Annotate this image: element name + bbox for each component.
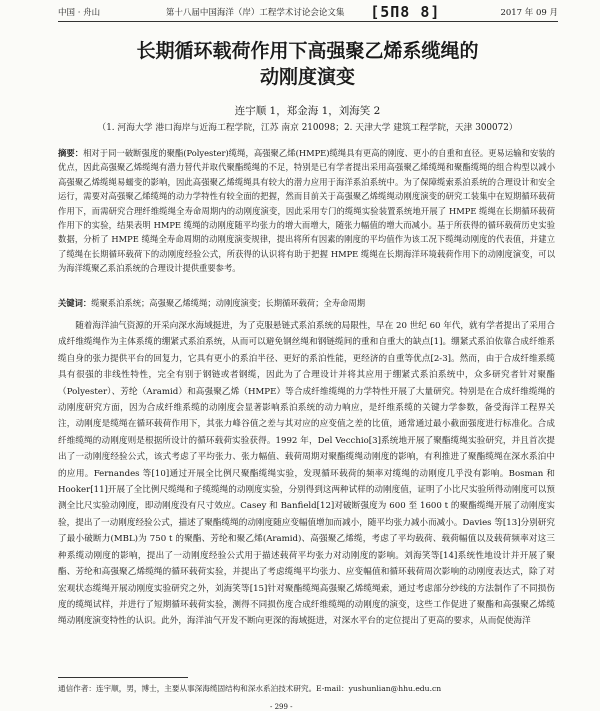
affiliations: （1. 河海大学 港口海岸与近海工程学院，江苏 南京 210098；2. 天津大学 建筑工程学院，天津 300072）: [97, 123, 518, 133]
running-header: [58, 3, 558, 21]
keywords-label: 关键词：: [58, 298, 92, 308]
footnote-rule: [58, 677, 188, 678]
paper-title: [60, 38, 555, 90]
title-line-2: 动刚度演变: [259, 66, 355, 88]
header-location: 中国 · 舟山: [58, 8, 101, 18]
title-line-1: 长期循环载荷作用下高强聚乙烯系缆绳的: [136, 40, 479, 62]
abstract-label: 摘要：: [58, 148, 84, 158]
keywords-text: 缆聚系泊系统；高强聚乙烯缆绳；动刚度演变；长期循环载荷；全寿命周期: [91, 298, 366, 308]
header-date: 2017 年 09 月: [500, 8, 558, 18]
keywords: [58, 297, 555, 309]
abstract-text: 相对于同一破断强度的聚酯(Polyester)缆绳，高强聚乙烯(HMPE)缆绳具有更高的刚度、更小的自重和直径。更易运输和安装的优点，因此高强聚乙烯缆绳有潜力替代并取代聚酯缆绳的不足，特别是已有学者提出采用高强聚乙烯缆绳和聚酯缆绳的组合构型以减小高强聚乙烯缆绳易蠕变的影响，因此高强聚乙烯缆绳具有较大的潜力应用于海洋系泊系统中。为了保障缆索系泊系统的合理设计和安全运行，需要对高强聚乙烯缆绳的动力学特性有较全面的把握，然而目前关于高强聚乙烯缆绳动刚度演变的研究工装集中在短期循环载荷作用下，而需研究合理纤维缆绳全寿命周期内的动刚度演变，因此采用专门的缆绳实验装置系统地开展了 HMPE 缆绳在长期循环载荷作用下的实验，结果表明 HMPE 缆绳的动刚度随平均张力的增大而增大，随张力幅值的增大而减小。基于所获得的循环载荷历史实验数据，分析了 HMPE 缆绳全寿命周期的动刚度演变规律，提出将所有因素的刚度的平均值作为该工况下缆绳动刚度的代表值，并建立了缆绳在长期循环载荷下的动刚度经验公式，所获得的认识将有助于把握 HMPE 缆绳在长期海洋环境载荷作用下的动刚度演变，可以为海洋缆聚乙系泊系统的合理设计提供重要参考。: [58, 148, 555, 274]
body-text: 随着海洋油气资源的开采向深水海域挺进，为了克服悬链式系泊系统的局限性，早在 20 世纪 60 年代，就有学者提出了采用合成纤维缆绳作为主体系缆的绷紧式系泊系统，从而可以避免钢丝绳和钢链缆间的重和自重大的缺点[1]。绷紧式系泊依靠合成纤维系缆自身的张力提供平台的回复力，它具有更小的系泊半径、更好的系泊性能，更经济的自重等优点[2-3]。然而，由于合成纤维系缆具有很强的非线性特性，完全有别于钢链或者钢缆，因此为了合理设计并将其应用于绷紧式系泊系统中，众多研究者针对聚酯（Polyester）、芳纶（Aramid）和高强聚乙烯（HMPE）等合成纤维缆绳的力学特性开展了大量研究。特别是在合成纤维缆绳的动刚度研究方面，因为合成纤维系缆的动刚度会显著影响系泊系统的动力响应，是纤维系缆的关键力学参数，备受海洋工程界关注，动刚度是缆绳在循环载荷作用下，其张力峰谷值之差与其对应的应变值之差的比值，通常通过最小截面强度进行标准化。合成纤维缆绳的动刚度则是根据所设计的循环载荷实验获得。1992 年，Del Vecchio[3]系统地开展了聚酯缆绳实验研究，并且首次提出了一动刚度经验公式，该式考虑了平均张力、张力幅值、载荷周期对聚酯缆绳动刚度的影响，有利推进了聚酯缆绳在深水系泊中的应用。Fernandes 等[10]通过开展全比例尺聚酯缆绳实验，发现循环载荷的频率对缆绳的动刚度几乎没有影响。Bosman 和 Hooker[11]开展了全比例尺缆绳和子缆缆绳的动刚度实验，分别得到这两种试样的动刚度值，证明了小比尺实验所得动刚度可以预测全比尺实验动刚度，即动刚度没有尺寸效应。Casey 和 Banfield[12]对破断强度为 600 至 1600 t 的聚酯缆绳开展了动刚度实验，提出了一动刚度经验公式，描述了聚酯缆绳的动刚度随应变幅值增加而减小，随平均张力减小而减小。Davies 等[13]分别研究了最小破断力(MBL)为 750 t 的聚酯、芳纶和聚乙烯(Aramid)、高强聚乙烯缆，考虑了平均载荷、载荷幅值以及载荷频率对这三种系缆动刚度的影响，提出了一动刚度经验公式用于描述载荷平均张力对动刚度的影响。刘海笑等[14]系统性地设计并开展了聚酯、芳纶和高强聚乙烯缆绳的循环载荷实验，并提出了考虑缆绳平均张力、应变幅值和循环载荷周次影响的动刚度表达式，除了对宏观状态缆绳开展动刚度实验研究之外，刘海笑等[15]针对聚酯缆绳高强聚乙烯缆绳索，通过考虑部分纱线的方法制作了不同损伤度的缆绳试样，并进行了短期循环载荷实验，测得不同损伤度合成纤维缆绳的动刚度的演变，这些工作促进了聚酯和高强聚乙烯缆绳动刚度演变特性的认识。此外，海洋油气开发不断向更深的海域挺进，对深水平台的定位提出了更高的要求，从而促使海洋: [58, 321, 555, 627]
handwritten-stamp: [5Π8 8]: [370, 3, 441, 21]
abstract: [58, 146, 555, 276]
authors: 连宇顺 1，郑金海 1，刘海笑 2: [234, 105, 381, 117]
footnote: 通信作者：连宇顺，男，博士，主要从事深海缆固结构和深水系泊技术研究。E-mail：yushunlian@hhu.edu.cn: [58, 684, 442, 693]
header-proceedings: 第十八届中国海洋（岸）工程学术讨论会论文集: [165, 8, 345, 18]
header-rule: [58, 21, 558, 22]
page-number: - 299 -: [270, 703, 293, 711]
